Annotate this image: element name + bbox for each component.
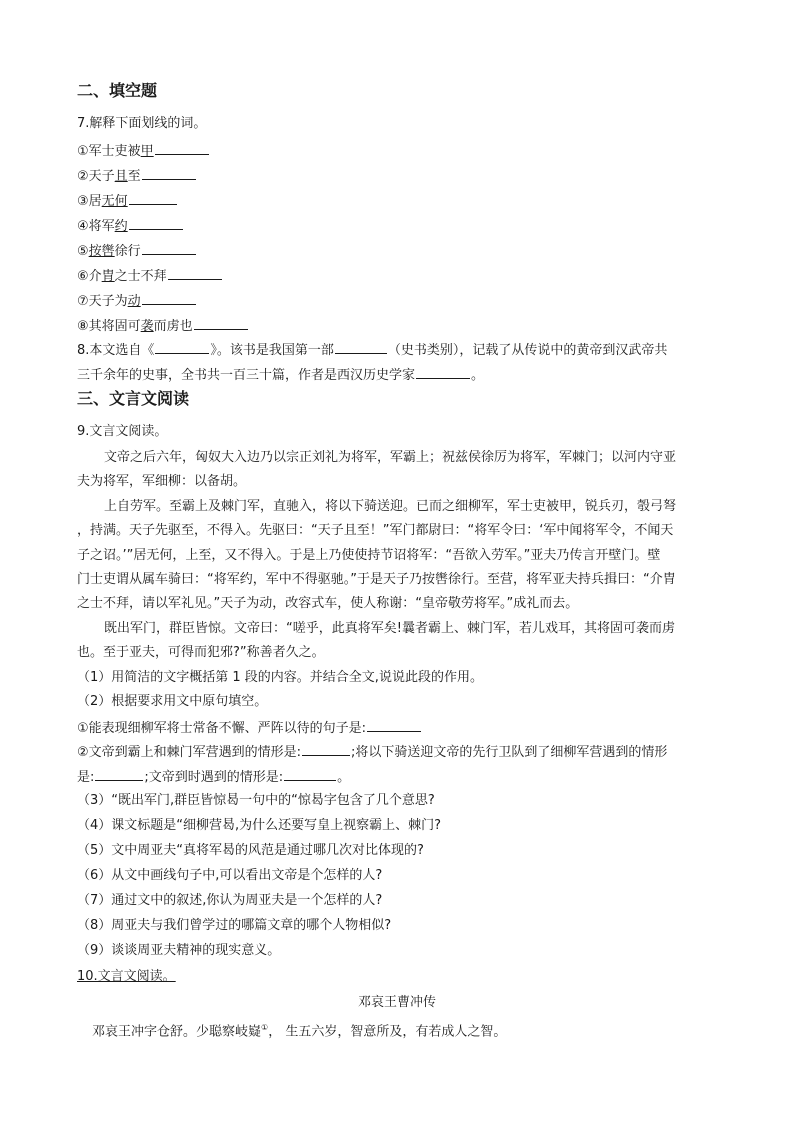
answer-blank[interactable]: [155, 341, 209, 354]
q7-item-7: ⑦天子为动: [77, 292, 197, 310]
q10-passage-line: 邓哀王冲字仓舒。少聪察岐嶷①， 生五六岁，智意所及，有若成人之智。: [92, 1023, 507, 1040]
answer-blank[interactable]: [194, 317, 248, 330]
q9-para1-line: 文帝之后六年，匈奴大入边乃以宗正刘礼为将军，军霸上；祝兹侯徐厉为将军，军棘门；以河内守亚: [104, 450, 677, 465]
q9-sub-question-2b: ②文帝到霸上和棘门军营遇到的情形是: ;将以下骑送迎文帝的先行卫队到了细柳军营遇到的情形: [77, 745, 668, 760]
q9-sub-question-7: （7）通过文中的叙述,你认为周亚夫是一个怎样的人?: [77, 893, 383, 908]
q10-passage-title: 邓哀王曹冲传: [357, 995, 436, 1010]
q9-sub-question-8: （8）周亚夫与我们曾学过的哪篇文章的哪个人物相似?: [77, 918, 392, 933]
q9-para3-line: 既出军门，群臣皆惊。文帝曰：“嗟乎，此真将军矣!曩者霸上、棘门军，若儿戏耳，其将固可袭而虏: [104, 621, 675, 636]
answer-blank[interactable]: [367, 719, 421, 732]
q7-item-4: ④将军约: [77, 217, 184, 235]
answer-blank[interactable]: [155, 142, 209, 155]
answer-blank[interactable]: [142, 167, 196, 180]
q7-item-6: ⑥介胄之士不拜: [77, 267, 223, 285]
section-title-classical-reading: 三、文言文阅读: [77, 389, 190, 408]
answer-blank[interactable]: [129, 192, 177, 205]
q10-prompt: 10.文言文阅读。: [77, 969, 176, 984]
footnote-marker: ①: [261, 1023, 269, 1032]
answer-blank[interactable]: [129, 217, 183, 230]
q7-item-5: ⑤按辔徐行: [77, 242, 197, 260]
q9-sub-question-2: （2）根据要求用文中原句填空。: [77, 694, 268, 709]
q9-sub-question-1: （1）用简洁的文字概括第 1 段的内容。并结合全文,说说此段的作用。: [77, 670, 483, 685]
q9-para3-line: 也。至于亚夫，可得而犯邪?”称善者久之。: [77, 645, 325, 660]
q9-sub-question-2a: ①能表现细柳军将士常备不懈、严阵以待的句子是:: [77, 719, 422, 737]
q9-sub-question-2b-cont: 是: ;文帝到时遇到的情形是: 。: [77, 770, 351, 785]
q9-prompt: 9.文言文阅读。: [77, 424, 168, 439]
answer-blank[interactable]: [302, 743, 350, 756]
q7-item-2: ②天子且至: [77, 167, 197, 185]
answer-blank[interactable]: [142, 292, 196, 305]
q8-line-2: 三千余年的史事，全书共一百三十篇，作者是西汉历史学家 。: [77, 368, 485, 383]
answer-blank[interactable]: [142, 242, 196, 255]
answer-blank[interactable]: [284, 768, 336, 781]
answer-blank[interactable]: [168, 267, 222, 280]
q7-item-3: ③居无何: [77, 192, 178, 210]
q9-para2-line: 上自劳军。至霸上及棘门军，直驰入，将以下骑送迎。已而之细柳军，军士吏被甲，锐兵刃，彀弓弩: [104, 499, 677, 514]
q7-item-8: ⑧其将固可袭而虏也: [77, 317, 249, 335]
q9-sub-question-3: （3）“既出军门,群臣皆惊曷一句中的“惊曷字包含了几个意思?: [77, 793, 435, 808]
q9-sub-question-6: （6）从文中画线句子中,可以看出文帝是个怎样的人?: [77, 868, 383, 883]
q9-para2-line: 之士不拜，请以军礼见。”天子为动，改容式车，使人称谢：“皇帝敬劳将军。”成礼而去。: [77, 596, 579, 611]
q9-para2-line: ，持满。天子先驱至，不得入。先驱曰：“天子且至！”军门都尉曰：“将军令曰：‘军中闻将军令，不闻天: [77, 523, 674, 538]
answer-blank[interactable]: [335, 341, 387, 354]
q9-para1-line: 夫为将军，军细柳：以备胡。: [77, 474, 247, 489]
q9-sub-question-9: （9）谈谈周亚夫精神的现实意义。: [77, 943, 281, 958]
answer-blank[interactable]: [95, 768, 143, 781]
answer-blank[interactable]: [416, 366, 470, 379]
q9-sub-question-5: （5）文中周亚夫“真将军曷的风范是通过哪几次对比体现的?: [77, 843, 424, 858]
q9-para2-line: 子之诏。’”居无何，上至，又不得入。于是上乃使使持节诏将军：“吾欲入劳军。”亚夫乃传言开壁门。壁: [77, 548, 661, 563]
q9-para2-line: 门士吏谓从属车骑曰：“将军约，军中不得驱驰。”于是天子乃按辔徐行。至营，将军亚夫持兵揖曰：“介胄: [77, 572, 676, 587]
section-title-fill-in: 二、填空题: [77, 81, 158, 100]
q7-prompt: 7.解释下面划线的词。: [77, 116, 207, 131]
q9-sub-question-4: （4）课文标题是“细柳营曷,为什么还要写皇上视察霸上、棘门?: [77, 818, 442, 833]
q8-line-1: 8.本文选自《 》。该书是我国第一部 （史书类别），记载了从传说中的黄帝到汉武帝共: [77, 343, 668, 358]
q7-item-1: ①军士吏被甲: [77, 142, 210, 160]
